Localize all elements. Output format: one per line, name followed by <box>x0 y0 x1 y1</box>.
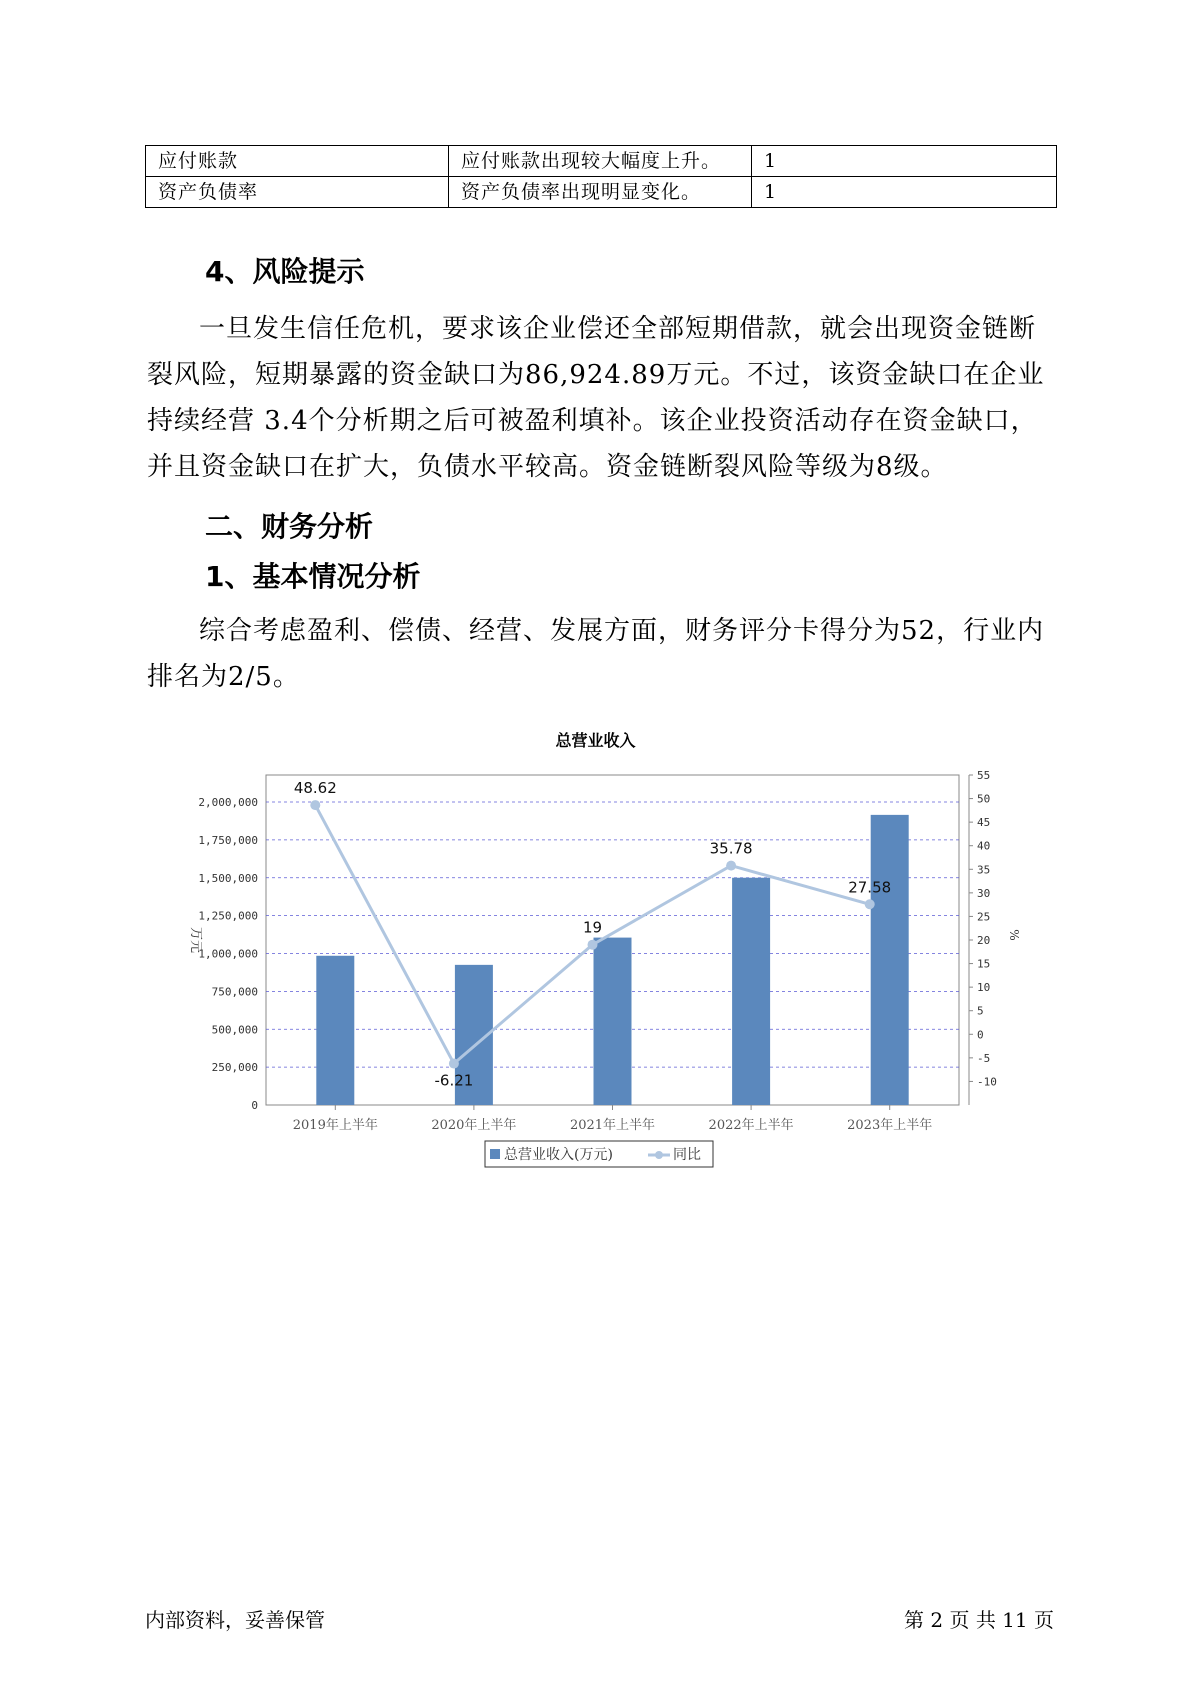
line-point <box>449 1059 459 1069</box>
y-tick-label-right: -10 <box>977 1075 997 1089</box>
bar <box>871 815 909 1105</box>
y-tick-label-left: 1,250,000 <box>198 909 258 923</box>
table-cell-desc: 应付账款出现较大幅度上升。 <box>449 146 752 177</box>
data-label-yoy: 48.62 <box>293 779 337 798</box>
legend-label-yoy: 同比 <box>673 1147 701 1163</box>
x-tick-label: 2023年上半年 <box>847 1118 933 1133</box>
y-tick-label-left: 750,000 <box>211 985 258 999</box>
y-tick-label-right: 25 <box>977 910 991 924</box>
y-tick-label-right: 5 <box>977 1004 984 1018</box>
table-cell-item: 资产负债率 <box>146 177 449 208</box>
y-tick-label-right: 0 <box>977 1028 984 1042</box>
y-tick-label-left: 1,750,000 <box>198 833 258 847</box>
legend-swatch-bar <box>490 1149 500 1159</box>
y-tick-label-left: 500,000 <box>211 1023 258 1037</box>
y-tick-label-left: 0 <box>251 1099 258 1112</box>
table-cell-value: 1 <box>752 146 1057 177</box>
legend-swatch-point <box>655 1151 663 1159</box>
bar <box>594 938 632 1105</box>
chart-title: 总营业收入 <box>555 731 636 750</box>
table-cell-desc: 资产负债率出现明显变化。 <box>449 177 752 208</box>
y-tick-label-right: 10 <box>977 981 991 995</box>
table-cell-item: 应付账款 <box>146 146 449 177</box>
y-tick-label-right: 50 <box>977 792 991 806</box>
y-tick-label-right: 30 <box>977 886 991 900</box>
x-tick-label: 2019年上半年 <box>292 1118 378 1133</box>
data-label-yoy: 27.58 <box>848 878 892 897</box>
bar <box>316 956 354 1105</box>
y-tick-label-left: 2,000,000 <box>198 796 258 809</box>
table-cell-value: 1 <box>752 177 1057 208</box>
basic-analysis-heading: 1、基本情况分析 <box>205 560 421 593</box>
y-tick-label-right: 45 <box>977 816 991 830</box>
y-tick-label-right: 40 <box>977 839 991 853</box>
x-tick-label: 2021年上半年 <box>569 1118 656 1133</box>
y-tick-label-left: 1,000,000 <box>198 947 258 961</box>
footer-page-number: 第 2 页 共 11 页 <box>904 1608 1054 1632</box>
finance-heading: 二、财务分析 <box>205 510 374 543</box>
risk-heading: 4、风险提示 <box>205 255 365 288</box>
data-label-yoy: 35.78 <box>709 839 753 858</box>
line-point <box>865 899 875 909</box>
y-tick-label-right: -5 <box>977 1051 991 1065</box>
line-point <box>588 940 598 950</box>
y-tick-label-right: 55 <box>977 769 991 782</box>
y-tick-label-right: 20 <box>977 934 991 947</box>
y-tick-label-right: 15 <box>977 957 991 971</box>
x-tick-label: 2022年上半年 <box>708 1118 794 1133</box>
legend-label-revenue: 总营业收入(万元) <box>504 1147 613 1163</box>
y-tick-label-left: 250,000 <box>211 1061 258 1075</box>
y-axis-title-left: 万元 <box>188 926 203 954</box>
y-axis-title-right: % <box>1007 929 1021 941</box>
line-point <box>310 800 320 810</box>
footer-confidential: 内部资料，妥善保管 <box>145 1608 325 1632</box>
data-label-yoy: -6.21 <box>434 1071 474 1090</box>
data-label-yoy: 19 <box>582 918 603 937</box>
y-tick-label-left: 1,500,000 <box>198 871 258 885</box>
basic-analysis-paragraph: 综合考虑盈利、偿债、经营、发展方面，财务评分卡得分为52，行业内排名为2/5。 <box>147 616 1045 692</box>
risk-paragraph: 一旦发生信任危机，要求该企业偿还全部短期借款，就会出现资金链断裂风险，短期暴露的资金缺口为86,924.89万元。不过，该资金缺口在企业持续经营 3.4个分析期之后可被盈利填补。该企业投资活动存在资金缺口，并且资金缺口在扩大，负债水平较高。资金链断裂风险等级为8级。 <box>147 314 1045 482</box>
x-tick-label: 2020年上半年 <box>431 1118 517 1133</box>
y-tick-label-right: 35 <box>977 863 991 877</box>
bar <box>732 878 770 1105</box>
line-point <box>726 861 736 871</box>
